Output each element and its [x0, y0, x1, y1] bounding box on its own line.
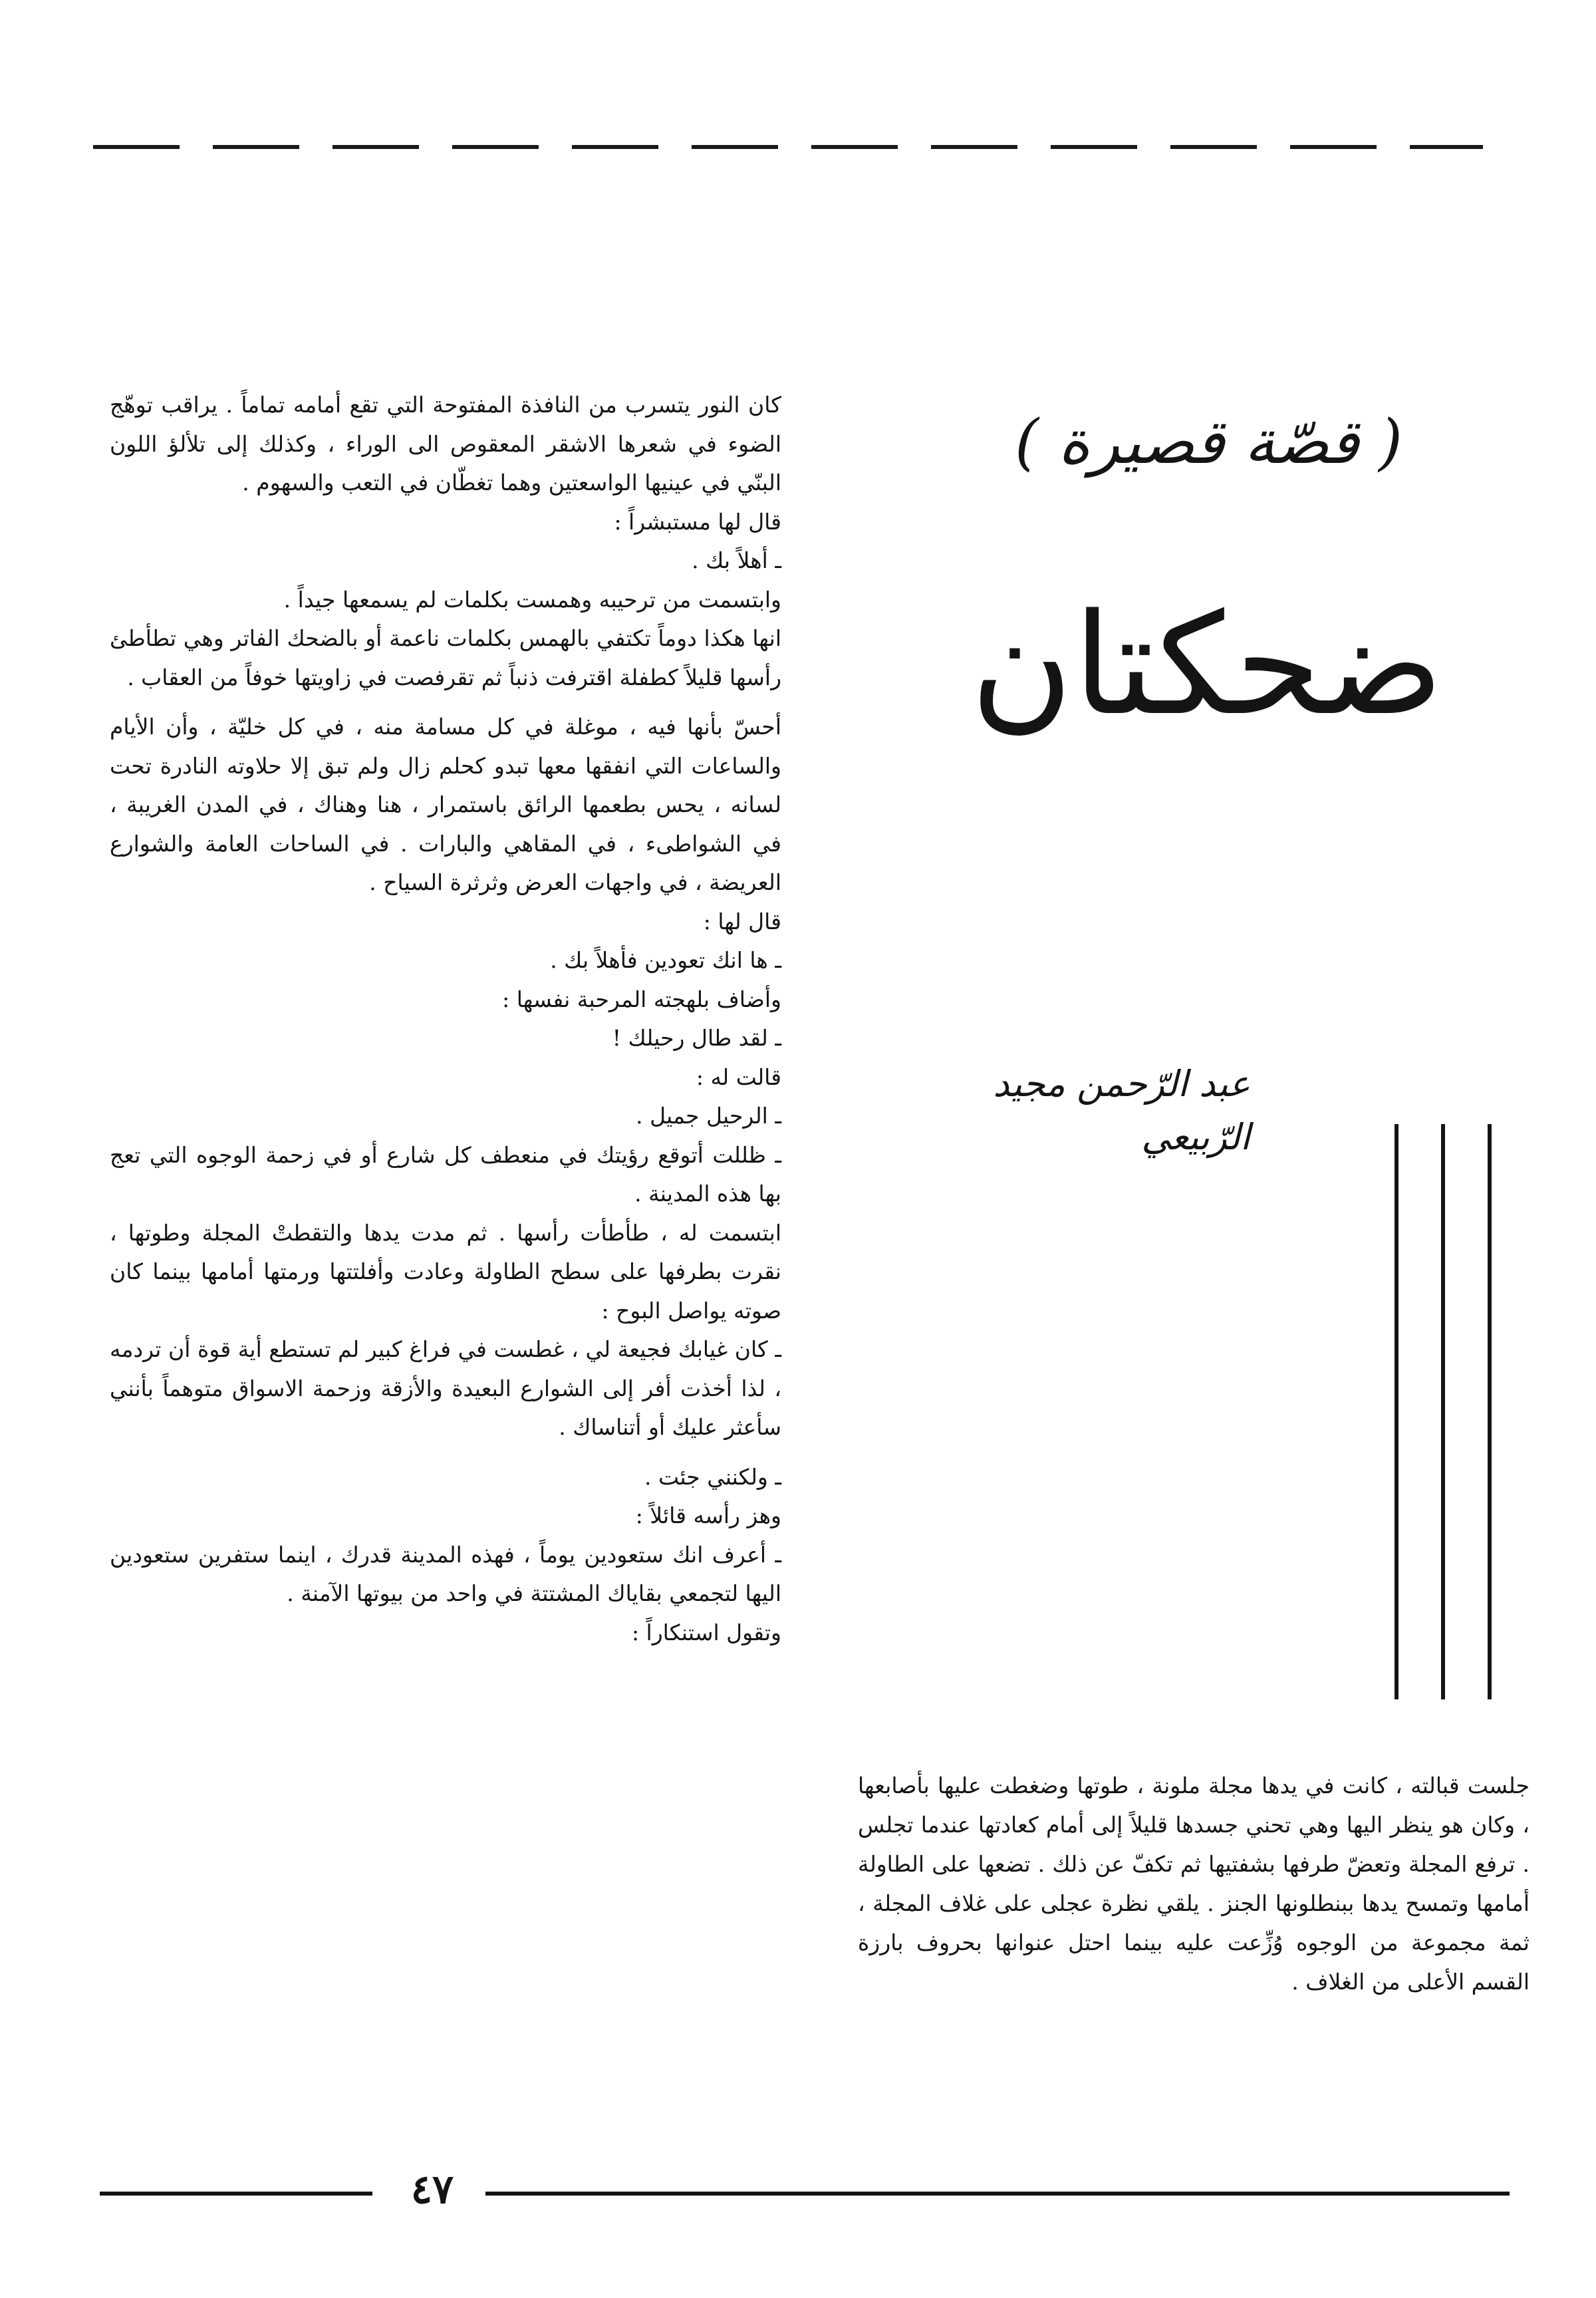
- page-number: ٤٧: [410, 2166, 454, 2213]
- paragraph: ـ الرحيل جميل .: [636, 1103, 781, 1129]
- author-name: عبد الرّحمن مجيد الرّبيعي: [993, 1063, 1250, 1158]
- paragraph: ـ لقد طال رحيلك !: [612, 1025, 781, 1051]
- paragraph: ـ ولكنني جئت .: [644, 1463, 781, 1490]
- paragraph: ـ ها انك تعودين فأهلاً بك .: [550, 947, 781, 973]
- paragraph: ـ أهلاً بك .: [692, 547, 781, 573]
- decorative-vertical-line: [1395, 1124, 1398, 1699]
- paragraph: كان النور يتسرب من النافذة المفتوحة التي تقع أمامه تماماً . يراقب توهّج الضوء في شعرها الاشقر المعقوص الى الوراء ، وكذلك إلى تلألؤ اللون البنّي في عينيها الواسعتين وهما تغطّان في التعب والسهوم .: [110, 392, 781, 496]
- paragraph: وهز رأسه قائلاً :: [635, 1503, 781, 1528]
- decorative-vertical-line: [1441, 1124, 1445, 1699]
- paragraph: جلست قبالته ، كانت في يدها مجلة ملونة ، طوتها وضغطت عليها بأصابعها ، وكان هو ينظر اليها وهي تحني جسدها قليلاً إلى أمام كعادتها عندما تجلس . ترفع المجلة وتعضّ طرفها بشفتيها ثم تكفّ عن ذلك . تضعها على الطاولة أمامها وتمسح يدها ببنطلونها الجنز . يلقي نظرة عجلى على غلاف المجلة ، ثمة مجموعة من الوجوه وُزِّعت عليه بينما احتل عنوانها بحروف بارزة القسم الأعلى من الغلاف .: [858, 1773, 1530, 1995]
- paragraph: ـ كان غيابك فجيعة لي ، غطست في فراغ كبير لم تستطع أية قوة أن تردمه ، لذا أخذت أفر إلى الشوارع البعيدة والأزقة وزحمة الاسواق متوهماً بأنني سأعثر عليك أو أتناساك .: [110, 1336, 781, 1440]
- left-column-body: [110, 386, 781, 2128]
- top-dashed-rule: [93, 145, 1483, 149]
- paragraph: وابتسمت من ترحيبه وهمست بكلمات لم يسمعها جيداً .: [283, 586, 781, 613]
- paragraph: ـ ظللت أتوقع رؤيتك في منعطف كل شارع أو في زحمة الوجوه التي تعج بها هذه المدينة .: [110, 1141, 781, 1207]
- paragraph: ـ أعرف انك ستعودين يوماً ، فهذه المدينة قدرك ، اينما ستفرين ستعودين اليها لتجمعي بقاياك المشتتة في واحد من بيوتها الآمنة .: [110, 1541, 781, 1606]
- paragraph: قال لها مستبشراً :: [614, 508, 781, 535]
- footer-rule-right: [485, 2192, 1510, 2196]
- paragraph: قالت له :: [696, 1064, 781, 1090]
- story-title: ضحكتان: [970, 583, 1444, 746]
- paragraph: أحسّ بأنها فيه ، موغلة في كل مسامة منه ، في كل خليّة ، وأن الأيام والساعات التي انفقها معها تبدو كحلم زال ولم تبق إلا حلاوته النادرة تحت لسانه ، يحس بطعمها الرائق باستمرار ، هنا وهناك ، في المدن الغريبة ، في الشواطىء ، في المقاهي والبارات . في الساحات العامة والشوارع العريضة ، في واجهات العرض وثرثرة السياح .: [110, 714, 781, 895]
- paragraph: قال لها :: [703, 908, 781, 934]
- paragraph: انها هكذا دوماً تكتفي بالهمس بكلمات ناعمة أو بالضحك الفاتر وهي تطأطئ رأسها قليلاً كطفلة اقترفت ذنباً ثم تقرفصت في زاويتها خوفاً من العقاب .: [110, 625, 781, 690]
- story-kicker: ( قصّة قصيرة ): [1014, 406, 1403, 478]
- paragraph: وتقول استنكاراً :: [631, 1619, 781, 1646]
- paragraph: ابتسمت له ، طأطأت رأسها . ثم مدت يدها والتقطتْ المجلة وطوتها ، نقرت بطرفها على سطح الطاولة وعادت وأفلتتها ورمتها أمامها بينما كان صوته يواصل البوح :: [110, 1219, 781, 1324]
- paragraph: وأضاف بلهجته المرحبة نفسها :: [502, 986, 781, 1012]
- right-column-body: [858, 1766, 1530, 2001]
- decorative-vertical-line: [1488, 1124, 1492, 1699]
- footer-rule-left: [100, 2192, 372, 2196]
